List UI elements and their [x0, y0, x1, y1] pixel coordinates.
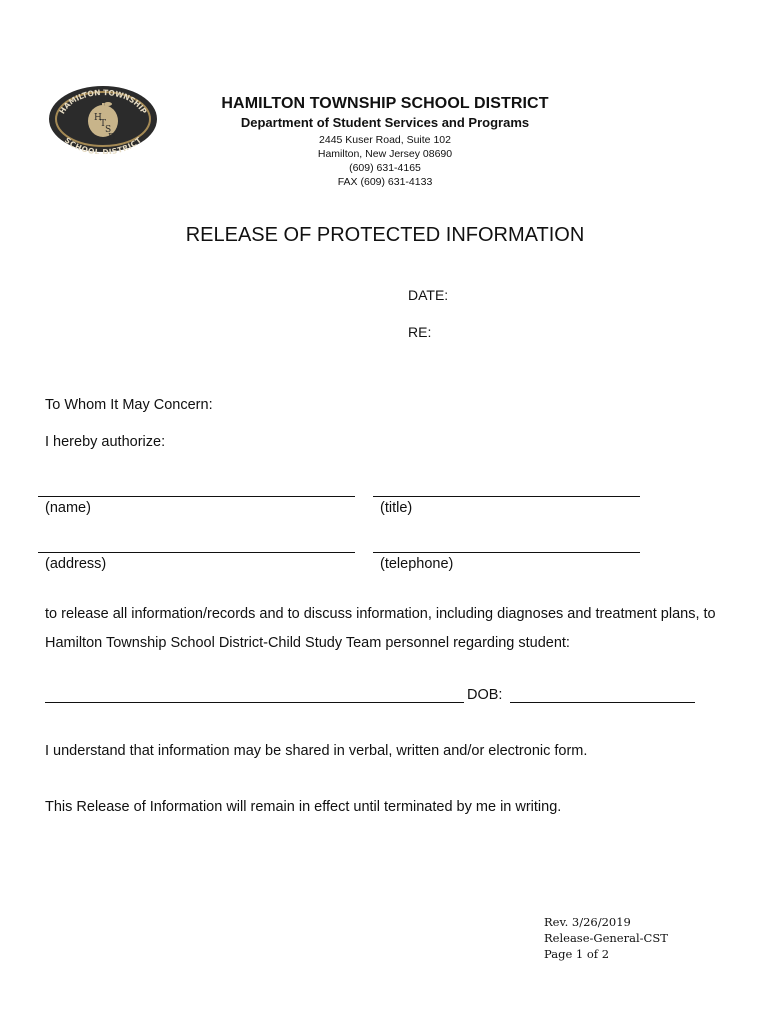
title-field-line[interactable] — [373, 496, 640, 497]
logo-top-text: HAMILTON TOWNSHIP — [57, 87, 149, 116]
department-name: Department of Student Services and Programs — [240, 115, 530, 130]
understand-statement: I understand that information may be shared in verbal, written and/or electronic form. — [45, 743, 588, 759]
authorize-statement: I hereby authorize: — [45, 434, 166, 450]
logo-monogram-h: H — [94, 113, 102, 123]
telephone-field-line[interactable] — [373, 552, 640, 553]
logo-monogram-t: T — [100, 119, 107, 129]
student-name-field-line[interactable] — [45, 702, 464, 703]
dob-label: DOB: — [467, 687, 503, 703]
address-field-label: (address) — [45, 556, 107, 572]
logo-bottom-text: SCHOOL DISTRICT — [62, 135, 144, 154]
revision-form-id: Release-General-CST — [544, 931, 668, 945]
re-label: RE: — [408, 324, 432, 340]
phone-number: (609) 631-4165 — [349, 162, 421, 174]
title-field-label: (title) — [380, 500, 413, 516]
telephone-field-label: (telephone) — [380, 556, 454, 572]
salutation: To Whom It May Concern: — [45, 397, 213, 413]
address-field-line[interactable] — [38, 552, 355, 553]
dob-field-line[interactable] — [510, 702, 695, 703]
district-name: HAMILTON TOWNSHIP SCHOOL DISTRICT — [221, 95, 549, 112]
district-logo — [48, 84, 158, 154]
release-effect-statement: This Release of Information will remain in effect until terminated by me in writing. — [45, 799, 562, 815]
document-title: RELEASE OF PROTECTED INFORMATION — [185, 224, 585, 246]
page-number: Page 1 of 2 — [544, 947, 610, 961]
revision-date: Rev. 3/26/2019 — [544, 915, 631, 929]
address-street: 2445 Kuser Road, Suite 102 — [319, 134, 451, 146]
logo-monogram-s: S — [105, 125, 112, 135]
release-paragraph: to release all information/records and to discuss information, including diagnoses and treatment plans, to Hamilton Township School District-Child Study Team personnel regarding student: — [45, 606, 716, 651]
logo-monogram-d: D — [108, 133, 116, 143]
date-label: DATE: — [408, 287, 449, 303]
name-field-label: (name) — [45, 500, 91, 516]
address-city: Hamilton, New Jersey 08690 — [317, 148, 453, 160]
name-field-line[interactable] — [38, 496, 355, 497]
fax-number: FAX (609) 631-4133 — [337, 176, 433, 188]
